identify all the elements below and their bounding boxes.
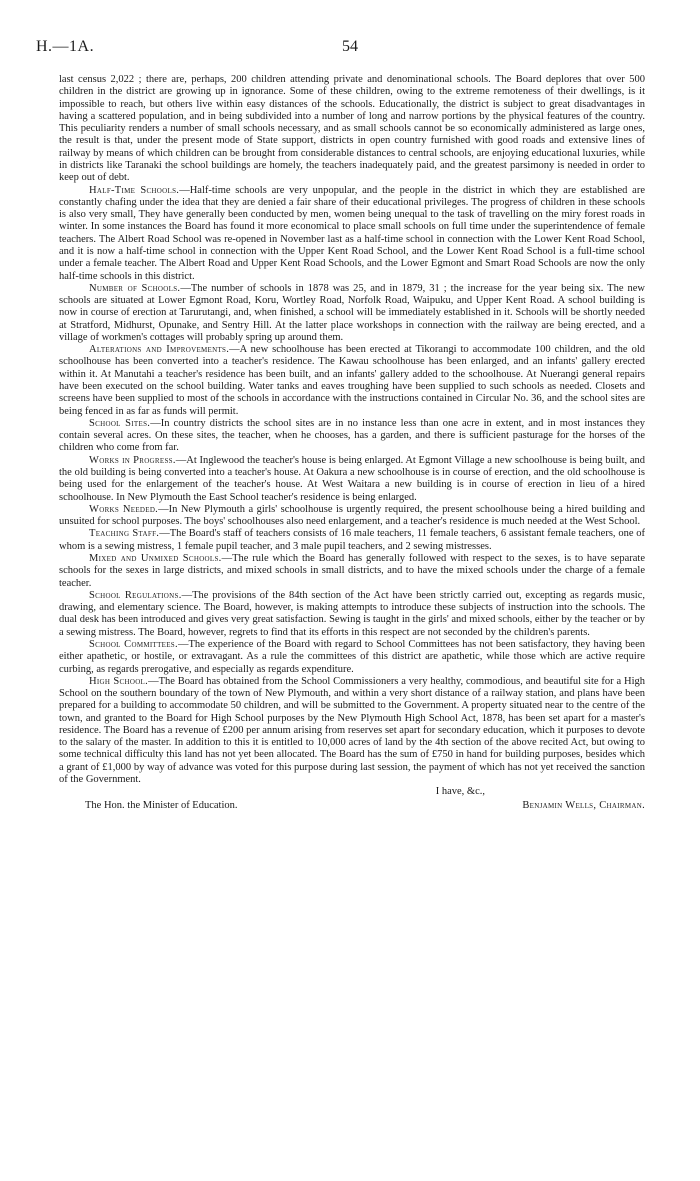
closing-line: I have, &c., (435, 786, 485, 798)
section-heading: School Sites. (89, 417, 151, 429)
page-header (36, 38, 664, 62)
paragraph-school-sites: School Sites.—In country districts the school sites are in no instance less than one acre in extent, and in most instances they contain several acres. On these sites, the teacher, when he chooses, has a garden, and there is sufficient pasturage for the horses of the children who come from far. (59, 417, 645, 454)
section-heading: Works in Progress. (89, 454, 176, 466)
paragraph-works-needed: Works Needed.—In New Plymouth a girls' schoolhouse is urgently required, the present schoolhouse being a hired building and unsuited for school purposes. The boys' schoolhouses also need enlargement, and a teacher's residence is much needed at the West School. (59, 503, 645, 528)
report-body (59, 74, 645, 814)
addressee: The Hon. the Minister of Education. (85, 799, 238, 811)
section-heading: Alterations and Improvements. (89, 344, 230, 356)
document-reference: H.—1A. (36, 38, 95, 55)
section-heading: School Committees. (89, 638, 178, 650)
section-heading: Number of Schools. (89, 282, 181, 294)
paragraph-high-school: High School.—The Board has obtained from the School Commissioners a very healthy, commodious, and beautiful site for a High School on the southern boundary of the town of New Plymouth, and within a very short distance of a railway station, and plans have been prepared for a building to accommodate 50 children, and will be submitted to the Government. A property situated near to the centre of the town, and granted to the Board for High School purposes by the New Plymouth High School Act, 1878, has been set apart for a master's residence. The Board has a revenue of £200 per annum arising from reserves set apart for secondary education, which it purposes to devote to the salary of the master. In addition to this it is entitled to 10,000 acres of land by the 4th section of the above recited Act, but owing to some technical difficulty this land has not yet been allocated. The Board has the sum of £750 in hand for building purposes, besides which a grant of £1,000 by way of advance was voted for this purpose during last session, the payment of which has not yet received the sanction of the Government. (59, 675, 645, 786)
section-heading: Teaching Staff. (89, 528, 160, 540)
section-heading: Half-Time Schools. (89, 184, 180, 196)
paragraph-continuation: last census 2,022 ; there are, perhaps, 200 children attending private and denominational schools. The Board deplores that over 500 children in the district are growing up in ignorance. Some of these children, owing to the extreme remoteness of their dwellings, is it impossible to reach, but others live within easy distances of the schools. Educationally, the district is subject to great disadvantages in having a scattered population, and in being subdivided into a number of long and narrow portions by the physical features of the country. This peculiarity renders a number of small schools necessary, and as small schools cannot be so economically administered as large ones, the result is that, under the present mode of State support, districts in open country furnished with good roads and extensive lines of railway by means of which children can be brought from considerable distances to central schools, are enjoying educational luxuries, while in districts like Taranaki the school buildings are homely, the teachers inadequately paid, and the greatest parsimony is needed in order to keep out of debt. (59, 74, 645, 184)
paragraph-mixed-unmixed-schools: Mixed and Unmixed Schools.—The rule which the Board has generally followed with respect to the sexes, is to have separate schools for the sexes in large districts, and mixed schools in small districts, and to have the mixed schools under the charge of a female teacher. (59, 552, 645, 589)
section-heading: Works Needed. (89, 503, 159, 515)
section-heading: Mixed and Unmixed Schools. (89, 552, 222, 564)
paragraph-school-committees: School Committees.—The experience of the Board with regard to School Committees has not been satisfactory, they having been either apathetic, or hostile, or extravagant. As a rule the committees of this district are apathetic, while those which are active require curbing, as regards prerogative, and especially as regards expenditure. (59, 638, 646, 675)
section-heading: High School. (89, 675, 149, 687)
paragraph-works-in-progress: Works in Progress.—At Inglewood the teacher's house is being enlarged. At Egmont Village a new schoolhouse is being built, and the old building is being converted into a teacher's house. At Oakura a new schoolhouse is in course of erection, and the old schoolhouse is being used for the enlargement of the teacher's house. At West Waitara a new building is in course of erection in lieu of a hired schoolhouse. In New Plymouth the East School teacher's residence is being enlarged. (59, 454, 646, 503)
paragraph-number-of-schools: Number of Schools.—The number of schools in 1878 was 25, and in 1879, 31 ; the increase for the year being six. The new schools are situated at Lower Egmont Road, Koru, Wortley Road, Norfolk Road, Waipuku, and Upper Kent Road. A school building is now in course of erection at Tarurutangi, and, when finished, a school will be immediately established in it. Schools will be shortly needed at Stratford, Midhurst, Opunake, and Sentry Hill. At the latter place workshops in connection with the railway are being erected, and a village of workmen's cottages will probably spring up around them. (59, 282, 645, 343)
paragraph-school-regulations: School Regulations.—The provisions of the 84th section of the Act have been strictly carried out, excepting as regards music, drawing, and elementary science. The Board, however, is making attempts to introduce these subjects of instruction into the schools. The dual desk has been introduced and gives very great satisfaction. Sewing is taught in the girls' and mixed schools, either by the teacher or by a sewing mistress. The Board, however, regrets to find that its efforts in this respect are not seconded by the children's parents. (59, 589, 645, 638)
paragraph-teaching-staff: Teaching Staff.—The Board's staff of teachers consists of 16 male teachers, 11 female teachers, 6 assistant female teachers, one of whom is a sewing mistress, 1 female pupil teacher, and 3 male pupil teachers, and 2 sewing mistresses. (59, 528, 645, 552)
paragraph-alterations-improvements: Alterations and Improvements.—A new schoolhouse has been erected at Tikorangi to accommodate 100 children, and the old schoolhouse has been converted into a teacher's residence. The Kawau schoolhouse has been enlarged, and an infants' gallery erected within it. At Manutahi a teacher's residence has been built, and an infants' gallery added to the schoolhouse. At Nuerangi general repairs have been executed on the school building. Water tanks and eaves troughing have been supplied to such schools as needed. Closets and screens have been supplied to most of the schools in accordance with the instructions contained in Circular No. 36, and the school sites are being fenced in as far as funds will permit. (59, 344, 645, 417)
signature-block (59, 800, 645, 814)
signatory: Benjamin Wells, Chairman. (522, 799, 645, 811)
paragraph-half-time-schools: Half-Time Schools.—Half-time schools are very unpopular, and the people in the district in which they are established are constantly chafing under the idea that they are denied a fair share of their educational privileges. The progress of children in these schools is also very small, They have generally been conducted by men, women being unequal to the task of travelling on the miry forest roads in winter. In some instances the Board has found it more economical to place small schools on full time under the superintendence of female teachers. The Albert Road School was re-opened in November last as a half-time school in connection with the Lower Kent Road School, and it is now a half-time school in connection with the Upper Kent Road School, and the Lower Kent Road School is a full-time school under a female teacher. The Albert Road and Upper Kent Road Schools, and the Lower Egmont and Smart Road Schools are now the only half-time schools in this district. (59, 184, 645, 282)
page-number: 54 (342, 38, 358, 55)
section-heading: School Regulations. (89, 589, 182, 601)
